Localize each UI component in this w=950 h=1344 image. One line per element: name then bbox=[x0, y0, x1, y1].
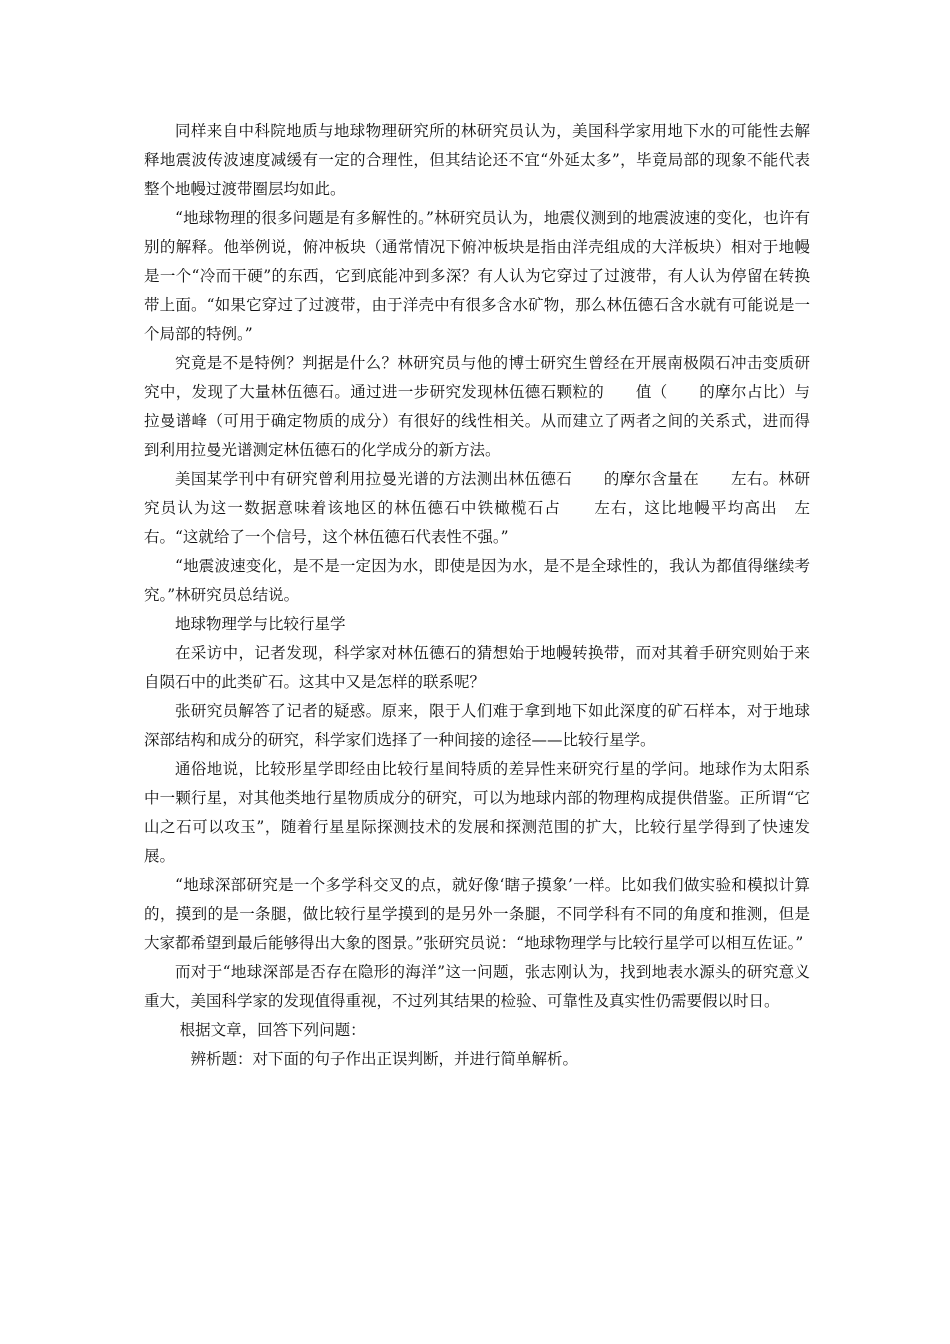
document-page bbox=[144, 117, 810, 1074]
paragraph-comparative-planetology: 通俗地说，比较形星学即经由比较行星间特质的差异性来研究行星的学问。地球作为太阳系中一颗行星，对其他类地行星物质成分的研究，可以为地球内部的物理构成提供借鉴。正所谓“它山之石可以攻玉”，随着行星星际探测技术的发展和探测范围的扩大，比较行星学得到了快速发展。 bbox=[144, 760, 810, 865]
paragraph-special-case: 究竟是不是特例？判据是什么？林研究员与他的博士研究生曾经在开展南极陨石冲击变质研究中，发现了大量林伍德石。通过进一步研究发现林伍德石颗粒的 值（ 的摩尔占比）与拉曼谱峰（可用于确定物质的成分）有很好的线性相关。从而建立了两者之间的关系式，进而得到利用拉曼光谱测定林伍德石的化学成分的新方法。 bbox=[144, 354, 810, 459]
paragraph-zhang-answer: 张研究员解答了记者的疑惑。原来，限于人们难于拿到地下如此深度的矿石样本，对于地球深部结构和成分的研究，科学家们选择了一种间接的途径——比较行星学。 bbox=[144, 702, 810, 749]
paragraph-multiple-solutions: “地球物理的很多问题是有多解性的。”林研究员认为，地震仪测到的地震波速的变化，也许有别的解释。他举例说，俯冲板块（通常情况下俯冲板块是指由洋壳组成的大洋板块）相对于地幔是一个“冷而干硬”的东西，它到底能冲到多深？有人认为它穿过了过渡带，有人认为停留在转换带上面。“如果它穿过了过渡带，由于洋壳中有很多含水矿物，那么林伍德石含水就有可能说是一个局部的特例。” bbox=[144, 209, 810, 343]
paragraph-hidden-ocean: 而对于“地球深部是否存在隐形的海洋”这一问题，张志刚认为，找到地表水源头的研究意义重大，美国科学家的发现值得重视，不过列其结果的检验、可靠性及真实性仍需要假以时日。 bbox=[144, 963, 810, 1010]
question-type: 辨析题：对下面的句子作出正误判断，并进行简单解析。 bbox=[190, 1050, 579, 1068]
paragraph-blind-men-elephant: “地球深部研究是一个多学科交叉的点，就好像‘瞎子摸象’一样。比如我们做实验和模拟计算的，摸到的是一条腿，做比较行星学摸到的是另外一条腿，不同学科有不同的角度和推测，但是大家都希望到最后能够得出大象的图景。”张研究员说：“地球物理学与比较行星学可以相互佐证。” bbox=[144, 876, 810, 952]
paragraph-reporter-finding: 在采访中，记者发现，科学家对林伍德石的猜想始于地幔转换带，而对其着手研究则始于来自陨石中的此类矿石。这其中又是怎样的联系呢？ bbox=[144, 644, 810, 691]
question-intro: 根据文章，回答下列问题： bbox=[179, 1021, 366, 1039]
paragraph-lin-opinion: 同样来自中科院地质与地球物理研究所的林研究员认为，美国科学家用地下水的可能性去解释地震波传波速度减缓有一定的合理性，但其结论还不宜“外延太多”，毕竟局部的现象不能代表整个地幔过渡带圈层均如此。 bbox=[144, 122, 810, 198]
paragraph-raman-measurement: 美国某学刊中有研究曾利用拉曼光谱的方法测出林伍德石 的摩尔含量在 左右。林研究员认为这一数据意味着该地区的林伍德石中铁橄榄石占 左右，这比地幔平均高出 左右。“这就给了一个信号，这个林伍德石代表性不强。” bbox=[144, 470, 810, 546]
paragraph-lin-summary: “地震波速变化，是不是一定因为水，即使是因为水，是不是全球性的，我认为都值得继续考究。”林研究员总结说。 bbox=[144, 557, 810, 604]
section-heading: 地球物理学与比较行星学 bbox=[175, 615, 346, 633]
